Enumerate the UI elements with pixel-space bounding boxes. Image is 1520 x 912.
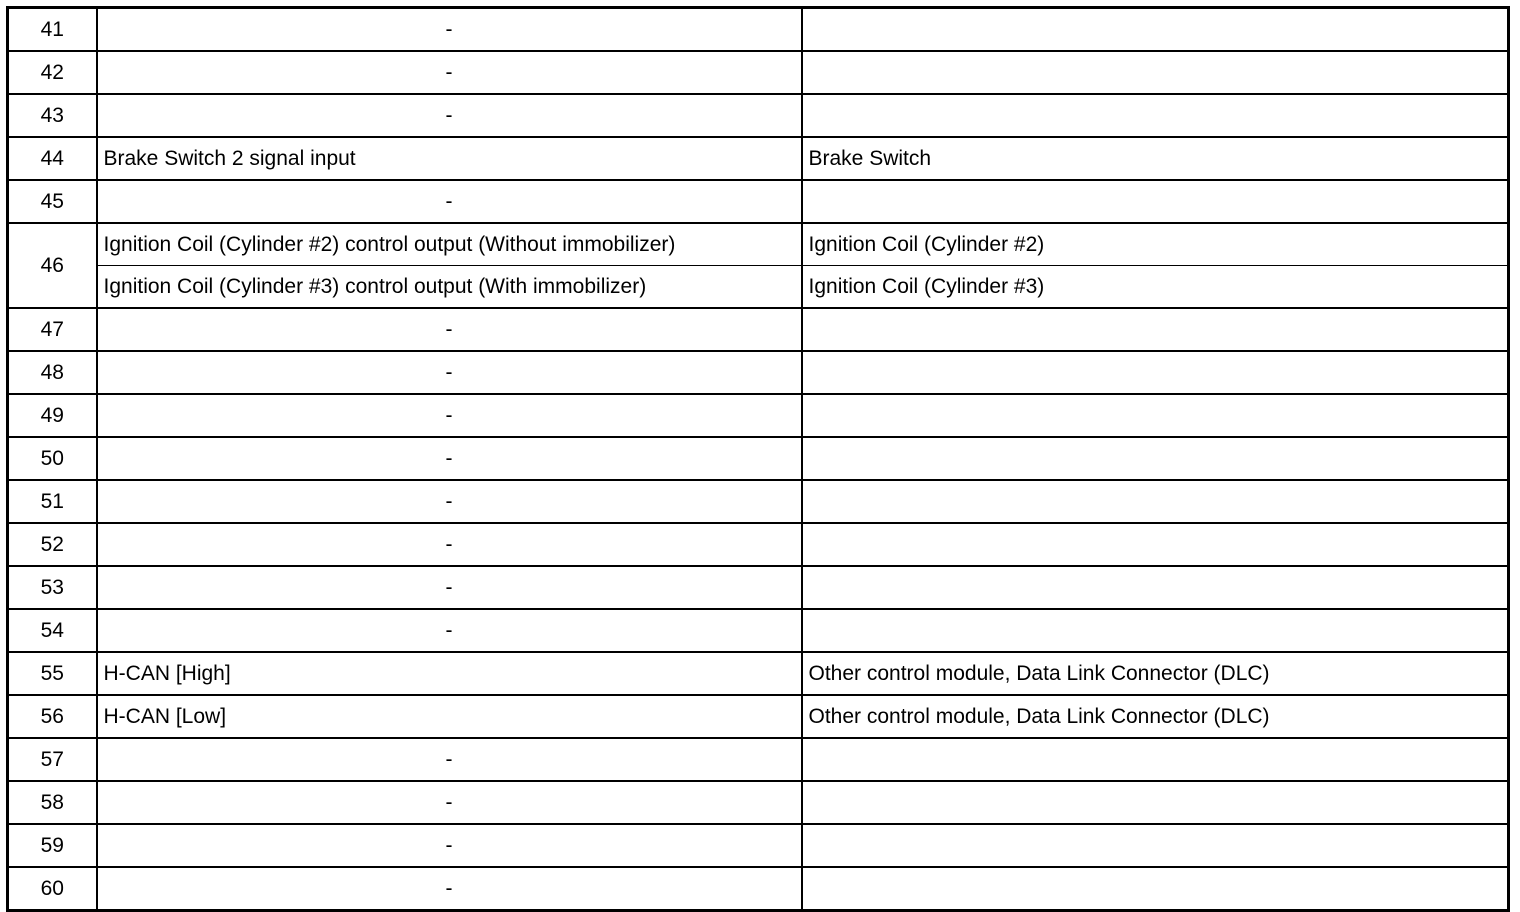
- pin-description-cell: H-CAN [Low]: [97, 695, 802, 738]
- pin-description-cell: -: [97, 308, 802, 351]
- table-row: [8, 94, 1509, 137]
- table-row: [8, 51, 1509, 94]
- pin-connection-cell: [802, 867, 1509, 911]
- pin-description-cell: -: [97, 566, 802, 609]
- pin-number-cell: 44: [8, 137, 97, 180]
- pin-number-cell: 56: [8, 695, 97, 738]
- pin-connection-cell: [802, 609, 1509, 652]
- pin-number-cell: 49: [8, 394, 97, 437]
- pin-number-cell: 45: [8, 180, 97, 223]
- pin-description-cell: -: [97, 609, 802, 652]
- table-row: [8, 437, 1509, 480]
- pin-number-cell: 60: [8, 867, 97, 911]
- table-row: [8, 308, 1509, 351]
- pin-description-cell: -: [97, 8, 802, 52]
- pin-connection-cell: Brake Switch: [802, 137, 1509, 180]
- table-row: [8, 480, 1509, 523]
- pin-description-cell: -: [97, 523, 802, 566]
- pin-number-cell: 52: [8, 523, 97, 566]
- pin-number-cell: 57: [8, 738, 97, 781]
- table-row: [8, 223, 1509, 266]
- pin-number-cell: 41: [8, 8, 97, 52]
- pin-description-cell: Brake Switch 2 signal input: [97, 137, 802, 180]
- table-row: [8, 566, 1509, 609]
- pin-connection-cell: [802, 566, 1509, 609]
- pin-description-cell: -: [97, 94, 802, 137]
- pin-number-cell: 50: [8, 437, 97, 480]
- pin-description-cell: -: [97, 351, 802, 394]
- pin-description-cell: -: [97, 480, 802, 523]
- pin-number-cell: 43: [8, 94, 97, 137]
- pin-connection-cell: [802, 738, 1509, 781]
- pin-connection-cell: [802, 523, 1509, 566]
- pin-connection-cell: [802, 94, 1509, 137]
- pin-description-cell: H-CAN [High]: [97, 652, 802, 695]
- table-row: [8, 867, 1509, 911]
- pin-connection-cell: [802, 8, 1509, 52]
- pin-description-cell: -: [97, 437, 802, 480]
- table-row: [8, 351, 1509, 394]
- pin-description-cell: -: [97, 824, 802, 867]
- pin-description-cell: -: [97, 867, 802, 911]
- pin-number-cell: 42: [8, 51, 97, 94]
- pin-number-cell: 53: [8, 566, 97, 609]
- table-row: [8, 137, 1509, 180]
- pin-connection-cell: [802, 180, 1509, 223]
- pin-connection-cell: [802, 394, 1509, 437]
- pin-connection-cell: [802, 437, 1509, 480]
- pin-description-cell: -: [97, 738, 802, 781]
- pin-description-cell: Ignition Coil (Cylinder #3) control output (With immobilizer): [97, 266, 802, 309]
- pin-number-cell: 51: [8, 480, 97, 523]
- pin-description-cell: -: [97, 781, 802, 824]
- pin-connection-cell: [802, 351, 1509, 394]
- pin-number-cell: 55: [8, 652, 97, 695]
- table-row: [8, 8, 1509, 52]
- pin-connection-cell: [802, 308, 1509, 351]
- pin-connection-cell: [802, 824, 1509, 867]
- pin-connection-cell: [802, 51, 1509, 94]
- pin-description-cell: -: [97, 394, 802, 437]
- table-row: [8, 266, 1509, 309]
- pin-number-cell: 47: [8, 308, 97, 351]
- table-row: [8, 738, 1509, 781]
- pin-connection-cell: Other control module, Data Link Connector (DLC): [802, 695, 1509, 738]
- pin-table-body: [8, 8, 1509, 911]
- pin-connection-cell: Other control module, Data Link Connector (DLC): [802, 652, 1509, 695]
- table-row: [8, 394, 1509, 437]
- pin-number-cell: 58: [8, 781, 97, 824]
- pin-number-cell: 59: [8, 824, 97, 867]
- table-row: [8, 609, 1509, 652]
- table-row: [8, 781, 1509, 824]
- table-row: [8, 180, 1509, 223]
- pin-description-cell: -: [97, 51, 802, 94]
- pin-connection-cell: [802, 781, 1509, 824]
- pin-connection-cell: Ignition Coil (Cylinder #3): [802, 266, 1509, 309]
- pin-connection-cell: Ignition Coil (Cylinder #2): [802, 223, 1509, 266]
- table-row: [8, 652, 1509, 695]
- table-row: [8, 824, 1509, 867]
- pin-description-cell: Ignition Coil (Cylinder #2) control output (Without immobilizer): [97, 223, 802, 266]
- pin-number-cell: 54: [8, 609, 97, 652]
- pin-number-cell: 46: [8, 223, 97, 308]
- pin-connection-cell: [802, 480, 1509, 523]
- pin-description-cell: -: [97, 180, 802, 223]
- pin-description-table: [6, 6, 1510, 912]
- pin-number-cell: 48: [8, 351, 97, 394]
- table-row: [8, 695, 1509, 738]
- table-row: [8, 523, 1509, 566]
